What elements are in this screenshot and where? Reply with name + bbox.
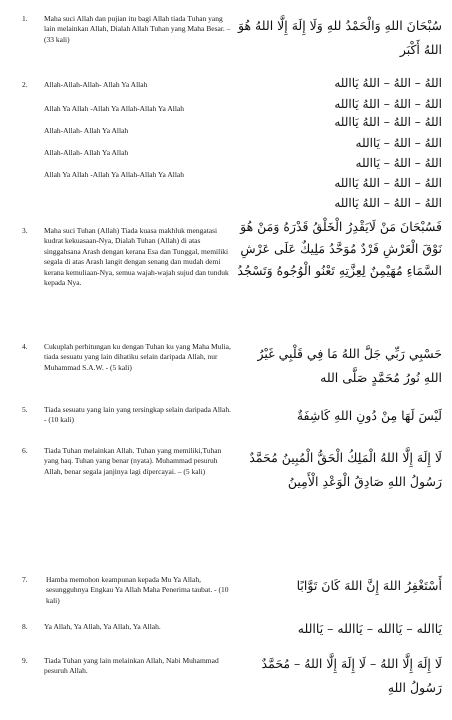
item-arabic: أَسْتَغْفِرُ اللهَ إِنَّ اللهَ كَانَ تَوَّابًا xyxy=(296,578,442,593)
item-number: 7. xyxy=(22,575,28,584)
item-translation: Tiada sesuatu yang lain yang tersingkap selain daripada Allah. - (10 kali) xyxy=(44,405,231,425)
item-translation: Hamba memohon keampunan kepada Mu Ya Allah, sesungguhnya Engkau Ya Allah Maha Penerima taubat. - (10 kali) xyxy=(46,575,229,605)
item-translation: Tiada Tuhan melainkan Allah. Tuhan yang memiliki,Tuhan yang haq. Tuhan yang benar (nyata). Muhammad pesuruh Allah, benar segala janjinya lagi dipercayai. – (5 kali) xyxy=(44,446,222,476)
item-arabic-line: اللهُ – اللهُ – اللهُ يَاالله xyxy=(334,97,442,111)
item-line: Allah-Allah-Allah- Allah Ya Allah xyxy=(44,80,148,89)
item-arabic: لَا إِلَهَ إِلَّا اللهُ الْمَلِكُ الْحَقُّ الْمُبِينُ مُحَمَّدٌ رَسُولُ اللهِ صَادِقُ الْوَعْدِ الْأَمِينُ xyxy=(249,450,442,489)
item-arabic: لَا إِلَهَ إِلَّا اللهُ – لَا إِلَهَ إِلَّا اللهُ – مُحَمَّدٌ رَسُولُ اللهِ xyxy=(261,656,442,695)
item-arabic: يَاالله – يَاالله – يَاالله – يَاالله xyxy=(297,621,442,636)
item-number: 3. xyxy=(22,226,28,235)
item-arabic-line: اللهُ – اللهُ – اللهُ يَاالله xyxy=(334,115,442,129)
item-arabic: سُبْحَانَ اللهِ وَالْحَمْدُ للهِ وَلَا إِلَهَ إِلَّا اللهُ هُوَ اللهُ أَكْبَر xyxy=(238,18,442,57)
item-number: 1. xyxy=(22,14,28,23)
item-number: 5. xyxy=(22,405,28,414)
item-number: 8. xyxy=(22,622,28,631)
item-translation: Maha suci Allah dan pujian itu bagi Allah tiada Tuhan yang lain melainkan Allah, Dialah Allah Tuhan yang Maha Besar. – (33 kali) xyxy=(44,14,231,44)
item-translation: Cukuplah perhitungan ku dengan Tuhan ku yang Maha Mulia, tiada sesuatu yang lain dihatiku selain daripada Allah, nur Muhammad S.A.W. - (5 kali) xyxy=(44,342,231,372)
item-arabic: فَسُبْحَانَ مَنْ لَايَقْدِرُ الْخَلْقُ قَدْرَهُ وَمَنْ هُوَ نَوْقَ الْعَرْشِ فَرْدٌ مُوَحَّدُ مَلِيكٌ عَلَى عَرْشِ السَّمَاءِ مُهَيْمِنٌ لِعِزَّتِهِ تَعْنُو الْوُجُوهُ وَتَسْجُدُ xyxy=(237,219,442,278)
item-number: 6. xyxy=(22,446,28,455)
item-line: Allah-Allah- Allah Ya Allah xyxy=(44,148,129,157)
item-number: 4. xyxy=(22,342,28,351)
item-arabic: لَيْسَ لَهَا مِنْ دُونِ اللهِ كَاشِفَةٌ xyxy=(296,408,442,423)
item-arabic-line: اللهُ – اللهُ – يَاالله xyxy=(355,156,442,170)
item-translation: Ya Allah, Ya Allah, Ya Allah, Ya Allah. xyxy=(44,622,161,631)
item-line: Allah Ya Allah -Allah Ya Allah-Allah Ya Allah xyxy=(44,170,185,179)
item-arabic-line: اللهُ – اللهُ – يَاالله xyxy=(355,136,442,150)
item-arabic-line: اللهُ – اللهُ – اللهُ يَاالله xyxy=(334,196,442,210)
item-line: Allah-Allah- Allah Ya Allah xyxy=(44,126,129,135)
item-translation: Maha suci Tuhan (Allah) Tiada kuasa makhluk mengatasi kudrat kekuasaan-Nya, Dialah Tuhan (Allah) di atas singgahsana Arash dengan kerana Esa dan Tunggal, memiliki segala di atas Arash langit dengan senang dan mudah demi kerana kemuliaan-Nya, semua wajah-wajah sujud dan tunduk kepada Nya. xyxy=(44,226,229,288)
item-arabic-line: اللهُ – اللهُ – اللهُ يَاالله xyxy=(334,76,442,90)
item-arabic: حَسْبِي رَبِّي جَلَّ اللهُ مَا فِي قَلْبِي غَيْرُ اللهِ نُورُ مُحَمَّدٍ صَلَّى الله xyxy=(257,346,442,385)
item-arabic-line: اللهُ – اللهُ – اللهُ يَاالله xyxy=(334,176,442,190)
item-number: 9. xyxy=(22,656,28,665)
item-number: 2. xyxy=(22,80,28,89)
item-translation: Tiada Tuhan yang lain melainkan Allah, Nabi Muhammad pesuruh Allah. xyxy=(44,656,219,676)
item-line: Allah Ya Allah -Allah Ya Allah-Allah Ya Allah xyxy=(44,104,185,113)
